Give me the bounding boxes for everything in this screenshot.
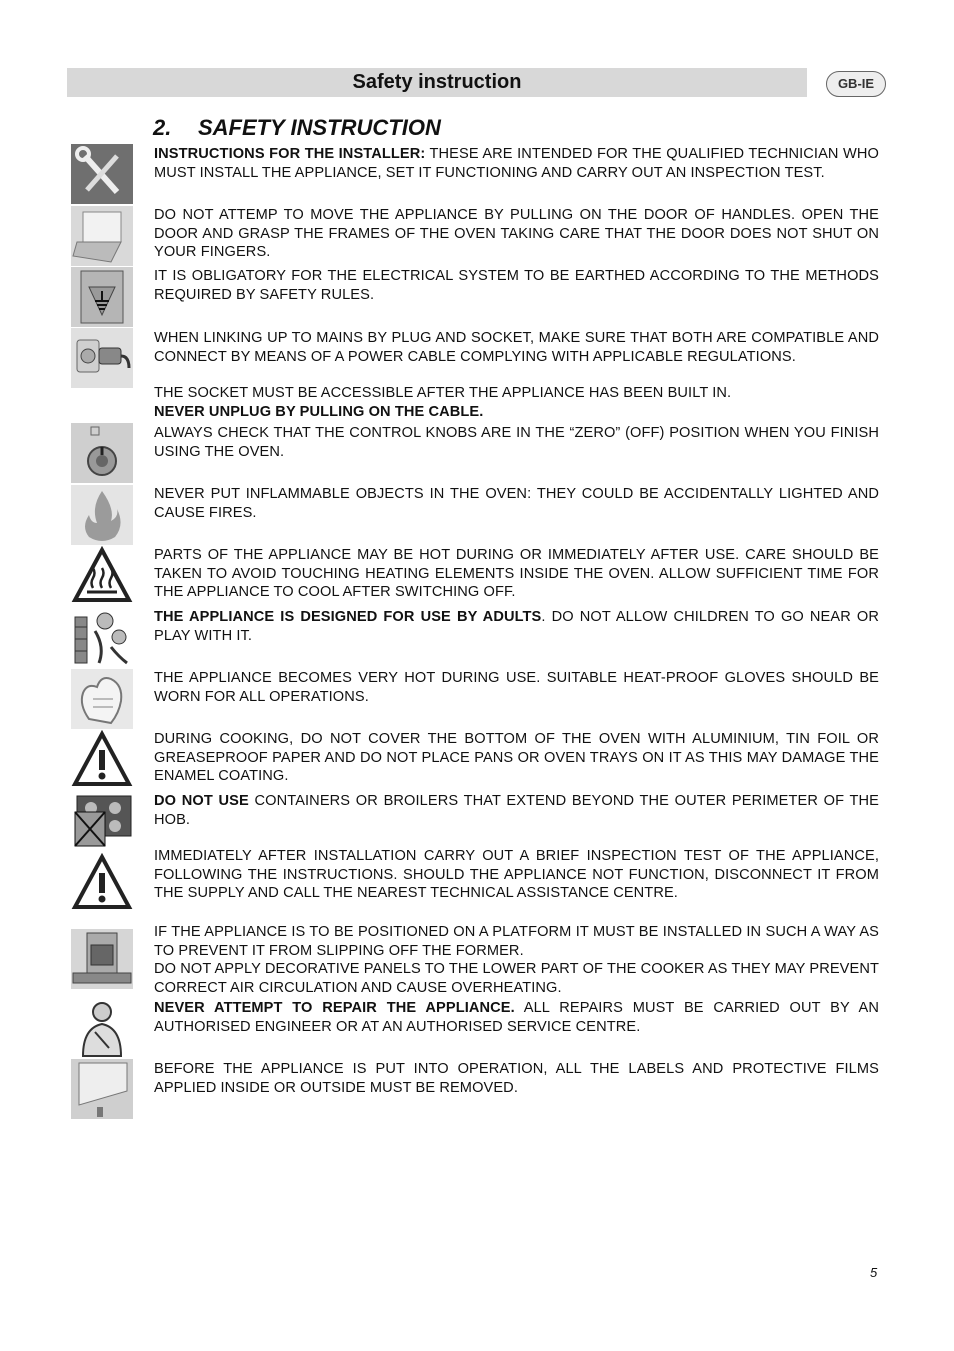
inflammable-objects-paragraph: NEVER PUT INFLAMMABLE OBJECTS IN THE OVEN: THEY COULD BE ACCIDENTALLY LIGHTED AND CAUSE FIRES.	[154, 486, 879, 521]
plug-socket-icon	[71, 328, 133, 388]
hot-parts-paragraph: PARTS OF THE APPLIANCE MAY BE HOT DURING OR IMMEDIATELY AFTER USE. CARE SHOULD BE TAKEN TO AVOID TOUCHING HEATING ELEMENTS INSIDE THE OVEN. ALLOW SUFFICIENT TIME FOR THE APPLIANCE TO COOL AFTER SWITCHING OFF.	[154, 547, 879, 600]
flame-icon	[71, 485, 133, 545]
mains-connection-paragraph: WHEN LINKING UP TO MAINS BY PLUG AND SOCKET, MAKE SURE THAT BOTH ARE COMPATIBLE AND CONNECT BY MEANS OF A POWER CABLE COMPLYING WITH APPLICABLE REGULATIONS.	[154, 330, 879, 365]
cooking-cover-paragraph: DURING COOKING, DO NOT COVER THE BOTTOM OF THE OVEN WITH ALUMINIUM, TIN FOIL OR GREASEPROOF PAPER AND DO NOT PLACE PANS OR OVEN TRAYS ON IT AS THIS MAY DAMAGE THE ENAMEL COATING.	[154, 731, 879, 784]
header-bar	[67, 68, 807, 97]
control-knobs-paragraph: ALWAYS CHECK THAT THE CONTROL KNOBS ARE IN THE “ZERO” (OFF) POSITION WHEN YOU FINISH USING THE OVEN.	[154, 425, 879, 460]
moving-appliance-paragraph: DO NOT ATTEMP TO MOVE THE APPLIANCE BY PULLING ON THE DOOR OF HANDLES. OPEN THE DOOR AND GRASP THE FRAMES OF THE OVEN TAKING CARE THAT THE DOOR DOES NOT SHUT ON YOUR FINGERS.	[154, 207, 879, 260]
page-header-title: Safety instruction	[352, 71, 522, 93]
language-badge: GB-IE	[826, 71, 886, 97]
cooker-platform-icon	[71, 929, 133, 989]
hot-surface-warning-icon	[71, 546, 133, 606]
section-title: SAFETY INSTRUCTION	[198, 115, 441, 140]
unplug-warning-paragraph: NEVER UNPLUG BY PULLING ON THE CABLE.	[154, 404, 484, 420]
tools-icon	[71, 144, 133, 204]
decorative-panels-paragraph: DO NOT APPLY DECORATIVE PANELS TO THE LOWER PART OF THE COOKER AS THEY MAY PREVENT CORRECT AIR CIRCULATION AND CAUSE OVERHEATING.	[154, 961, 879, 996]
repair-paragraph: NEVER ATTEMPT TO REPAIR THE APPLIANCE. ALL REPAIRS MUST BE CARRIED OUT BY AN AUTHORISED ENGINEER OR AT AN AUTHORISED SERVICE CENTRE.	[154, 1000, 879, 1035]
earthing-paragraph: IT IS OBLIGATORY FOR THE ELECTRICAL SYSTEM TO BE EARTHED ACCORDING TO THE METHODS REQUIRED BY SAFETY RULES.	[154, 268, 879, 303]
labels-films-paragraph: BEFORE THE APPLIANCE IS PUT INTO OPERATION, ALL THE LABELS AND PROTECTIVE FILMS APPLIED INSIDE OR OUTSIDE MUST BE REMOVED.	[154, 1061, 879, 1096]
warning-icon	[71, 853, 133, 913]
platform-paragraph: IF THE APPLIANCE IS TO BE POSITIONED ON A PLATFORM IT MUST BE INSTALLED IN SUCH A WAY AS TO PREVENT IT FROM SLIPPING OFF THE FORMER.	[154, 924, 879, 959]
earth-ground-icon	[71, 267, 133, 327]
protective-film-icon	[71, 1059, 133, 1119]
section-number: 2.	[153, 115, 172, 140]
installer-instructions-paragraph: INSTRUCTIONS FOR THE INSTALLER: THESE ARE INTENDED FOR THE QUALIFIED TECHNICIAN WHO MUST INSTALL THE APPLIANCE, SET IT FUNCTIONING AND CARRY OUT AN INSPECTION TEST.	[154, 146, 879, 181]
page-number: 5	[870, 1265, 878, 1280]
warning-icon	[71, 730, 133, 790]
technician-icon	[71, 998, 133, 1058]
section-heading	[153, 115, 441, 141]
oven-door-icon	[71, 206, 133, 266]
adults-only-paragraph: THE APPLIANCE IS DESIGNED FOR USE BY ADULTS. DO NOT ALLOW CHILDREN TO GO NEAR OR PLAY WITH IT.	[154, 609, 879, 644]
containers-paragraph: DO NOT USE CONTAINERS OR BROILERS THAT EXTEND BEYOND THE OUTER PERIMETER OF THE HOB.	[154, 793, 880, 828]
socket-access-paragraph: THE SOCKET MUST BE ACCESSIBLE AFTER THE APPLIANCE HAS BEEN BUILT IN.	[154, 385, 732, 401]
control-knob-icon	[71, 423, 133, 483]
children-icon	[71, 607, 133, 667]
inspection-test-paragraph: IMMEDIATELY AFTER INSTALLATION CARRY OUT A BRIEF INSPECTION TEST OF THE APPLIANCE, FOLLOWING THE INSTRUCTIONS. SHOULD THE APPLIANCE NOT FUNCTION, DISCONNECT IT FROM THE SUPPLY AND CALL THE NEAREST TECHNICAL ASSISTANCE CENTRE.	[154, 848, 879, 901]
gloves-paragraph: THE APPLIANCE BECOMES VERY HOT DURING USE. SUITABLE HEAT-PROOF GLOVES SHOULD BE WORN FOR ALL OPERATIONS.	[154, 670, 879, 705]
hob-not-allowed-icon	[71, 792, 133, 852]
oven-glove-icon	[71, 669, 133, 729]
